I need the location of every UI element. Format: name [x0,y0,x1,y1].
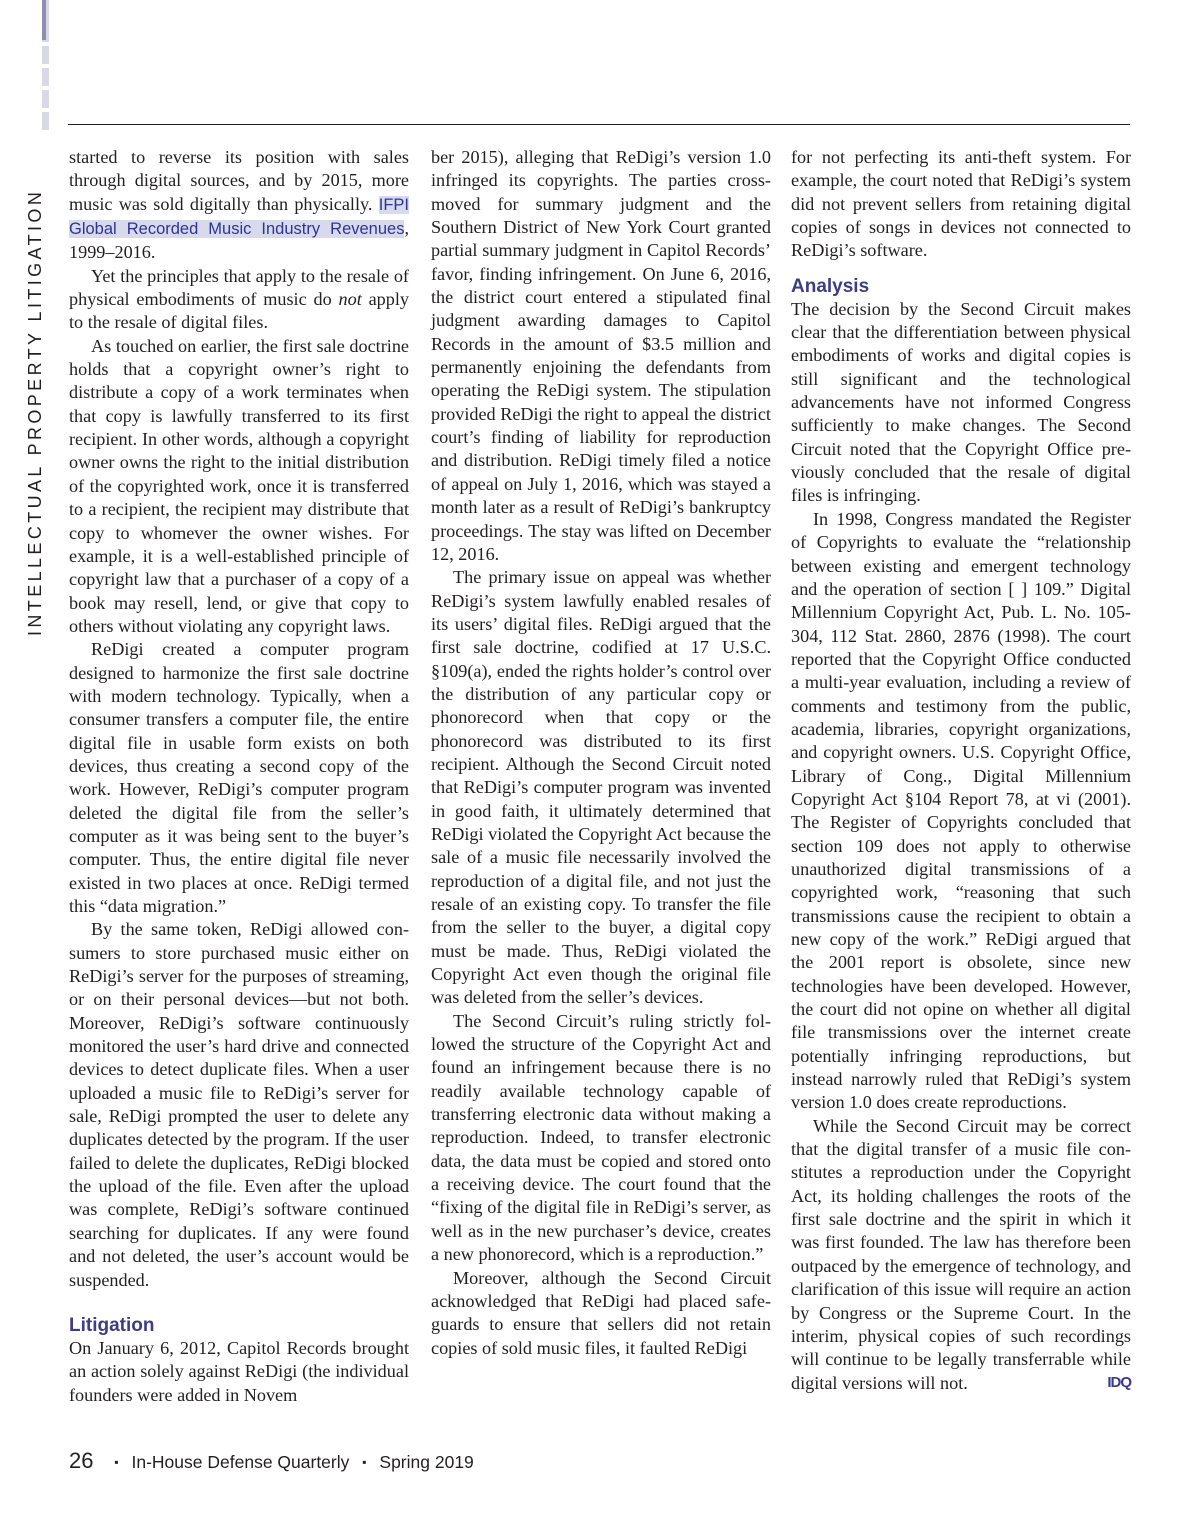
page-edge-tick [40,86,50,90]
section-heading-litigation: Litigation [69,1314,155,1336]
paragraph-text: started to reverse its position with sales through digital sources, and by 2015, more music was sold digitally than physically. [69,147,409,214]
top-rule [68,124,1130,125]
paragraph-text: Yet the principles that apply to the resale of physical embodiments of music do [69,265,409,310]
paragraph [791,1115,1131,1395]
page-footer [69,1448,474,1474]
paragraph: The Second Circuit’s ruling strictly followed the structure of the Copyright Act and found an infringement because there is no readily available technology capable of transferring electronic data without making a reproduction. Indeed, to transfer electronic data, the data must be copied and stored onto a receiving device. The court found that the “fixing of the digital file in ReDigi’s server, as well as in the new purchaser’s device, creates a new phonorecord, which is a reproduction.” [431,1010,771,1265]
paragraph [69,265,409,335]
paragraph-text: While the Second Circuit may be correct that the digital transfer of a music file constitutes a reproduction under the Copyright Act, its holding challenges the roots of the first sale doctrine and the spirit in which it was first founded. The law has therefore been outpaced by the emergence of technology, and clarification of this issue will require an action by Congress or the Supreme Court. In the interim, physical copies of such recordings will continue to be legally transferrable while digital versions will not. [791,1115,1131,1393]
paragraph [69,146,409,265]
source-link[interactable]: IFPI Global Recorded Music Industry Revenues [69,195,409,239]
page-edge-bar-accent [42,0,46,40]
column-2 [431,146,771,1360]
paragraph-text: apply to the resale of digital files. [69,289,409,333]
paragraph: ber 2015), alleging that ReDigi’s version 1.0 infringed its copyrights. The parties cross-moved for summary judgment and the Southern District of New York Court granted partial summary judgment in Capitol Records’ favor, finding infringement. On June 6, 2016, the district court entered a stipulated final judgment awarding damages to Capitol Records in the amount of $3.5 million and permanently enjoining the defendants from operating the ReDigi system. The stipulation provided ReDigi the right to appeal the district court’s finding of liability for reproduction and distribution. ReDigi timely filed a notice of appeal on July 1, 2016, which was stayed a month later as a result of ReDigi’s bankruptcy proceedings. The stay was lifted on December 12, 2016. [431,147,771,564]
page-edge-tick [40,42,50,46]
paragraph: The primary issue on appeal was whether ReDigi’s system lawfully enabled resales of its users’ digital files. ReDigi argued that the first sale doctrine, codified at 17 U.S.C. §109(a), ended the rights holder’s control over the distribution of any particular copy or phonorecord when that copy or the phonorecord was distributed to its first recipient. Although the Second Circuit noted that ReDigi’s computer program was invented in good faith, it ultimately determined that ReDigi violated the Copyright Act because the sale of a music file necessarily involved the reproduction of a digital file, and not just the resale of an existing copy. To transfer the file from the seller to the buyer, a digital copy must be made. Thus, ReDigi violated the Copyright Act even though the original file was deleted from the seller’s devices. [431,567,771,1008]
idq-end-mark-logo: IDQ [1107,1373,1131,1391]
section-side-label: INTELLECTUAL PROPERTY LITIGATION [25,188,45,636]
paragraph: By the same token, ReDigi allowed consumers to store purchased music either on ReDigi’s server for the purposes of streaming, or on their personal devices—but not both. Moreover, ReDigi’s software continuously monitored the user’s hard drive and connected devices to detect duplicate files. When a user uploaded a music file to ReDigi’s server for sale, ReDigi prompted the user to delete any duplicates detected by the program. If the user failed to delete the duplicates, ReDigi blocked the upload of the file. Even after the upload was complete, ReDigi’s software continued searching for duplicates. If any were found and not deleted, the user’s account would be suspended. [69,919,409,1290]
page-edge-tick [40,64,50,68]
paragraph: ReDigi created a computer program designed to harmonize the first sale doctrine with modern technology. Typically, when a consumer transfers a computer file, the entire digital file in usable form exists on both devices, thus creating a second copy of the work. However, ReDigi’s computer program deleted the digital file from the seller’s computer as it was being sent to the buyer’s computer. Thus, the entire digital file never existed in two places at once. ReDigi termed this “data migration.” [69,639,409,916]
column-3 [791,146,1131,1395]
section-heading-analysis: Analysis [791,275,870,297]
emphasis-text: not [338,289,362,310]
issue-date: Spring 2019 [379,1452,474,1472]
paragraph: Moreover, although the Second Circuit acknowledged that ReDigi had placed safeguards to ensure that sellers did not retain copies of sold music files, it faulted ReDigi [431,1267,771,1358]
paragraph: On January 6, 2012, Capitol Records brought an action solely against ReDigi (the individual founders were added in Novem [69,1337,409,1405]
paragraph: As touched on earlier, the first sale doctrine holds that a copyright owner’s right to distribute a copy of a work terminates when that copy is lawfully transferred to its first recipient. In other words, although a copyright owner owns the right to the initial distribution of the copyrighted work, once it is transferred to a recipient, the recipient may distribute that copy to whomever the owner wishes. For example, it is a well-established principle of copyright law that a purchaser of a copy of a book may resell, lend, or give that copy to others without violating any copyright laws. [69,335,409,636]
footer-separator: ▪ [362,1455,367,1469]
publication-name: In-House Defense Quarterly [131,1452,350,1472]
footer-separator: ▪ [114,1455,119,1469]
page-edge-tick [40,108,50,112]
paragraph: for not perfecting its anti-theft system. For example, the court noted that ReDigi’s system did not prevent sellers from retaining digital copies of songs in devices not connected to ReDigi’s software. [791,147,1131,261]
paragraph: The decision by the Second Circuit makes clear that the differentiation between physical embodiments of works and digital copies is still significant and the technological advancements have not informed Congress sufficiently to make changes. The Second Circuit noted that the Copyright Office previously concluded that the resale of digital files is infringing. [791,298,1131,506]
paragraph-text: , 1999–2016. [69,218,409,263]
column-1 [69,146,409,1407]
paragraph: In 1998, Congress mandated the Register of Copyrights to evaluate the “relationship between existing and emergent technology and the operation of section [ ] 109.” Digital Millennium Copyright Act, Pub. L. No. 105-304, 112 Stat. 2860, 2876 (1998). The court reported that the Copyright Office conducted a multi-year evaluation, including a review of comments and testimony from the public, academia, libraries, copyright organizations, and copyright owners. U.S. Copyright Office, Library of Cong., Digital Millennium Copyright Act §104 Report 78, at vi (2001). The Register of Copyrights concluded that section 109 does not apply to otherwise unauthorized digital transmissions of a copyrighted work, “reasoning that such transmissions cause the recipient to obtain a new copy of the work.” ReDigi argued that the 2001 report is obsolete, since new technologies have been developed. However, the court did not opine on whether all digital file transmissions over the internet create potentially infringing reproductions, but instead narrowly ruled that ReDigi’s system version 1.0 does create reproductions. [791,508,1131,1113]
page-number: 26 [69,1448,94,1473]
